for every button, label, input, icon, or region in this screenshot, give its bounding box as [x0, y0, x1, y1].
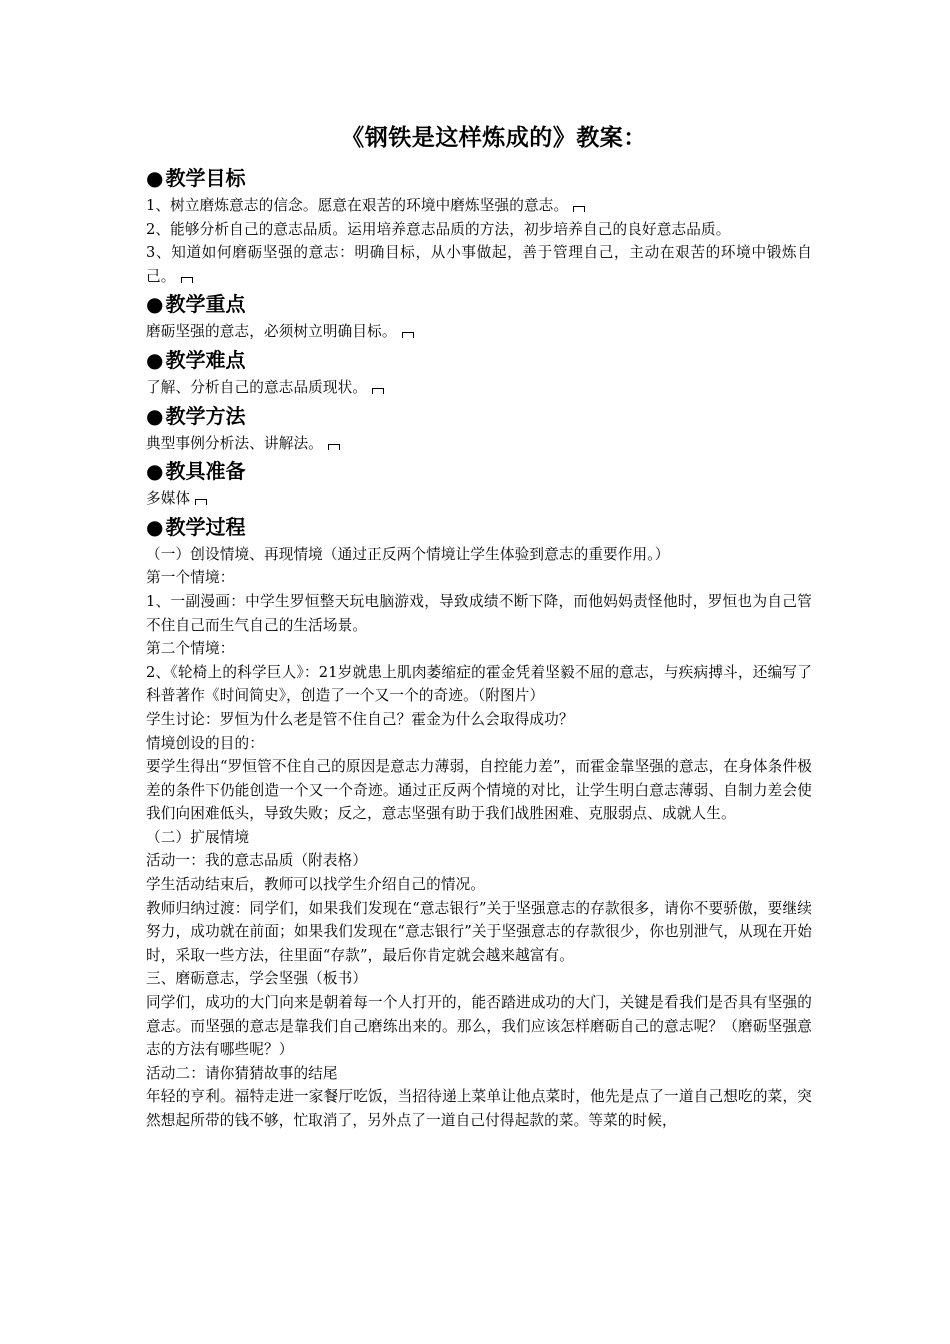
tools-text: 多媒体 — [146, 487, 812, 511]
heading-teaching-process — [146, 511, 812, 543]
heading-text: 教学过程 — [165, 514, 246, 539]
process-paragraph: （二）扩展情境 — [146, 828, 250, 846]
process-paragraph: 学生活动结束后，教师可以找学生介绍自己的情况。 — [146, 876, 486, 894]
heading-text: 教学难点 — [165, 347, 246, 372]
bullet-icon: ● — [146, 166, 164, 190]
paragraph-mark-icon — [402, 332, 414, 338]
document-page — [146, 118, 812, 1133]
goal-item-2: 2、能够分析自己的意志品质。运用培养意志品质的方法，初步培养自己的良好意志品质。 — [146, 220, 731, 238]
heading-text: 教学重点 — [165, 292, 246, 317]
bullet-icon: ● — [146, 459, 164, 484]
heading-text: 教学方法 — [165, 403, 246, 428]
process-paragraph: 情境创设的目的： — [146, 734, 264, 752]
process-paragraph: 同学们，成功的大门向来是朝着每一个人打开的，能否踏进成功的大门，关键是看我们是否具有坚强的意志。而坚强的意志是靠我们自己磨练出来的。那么，我们应该怎样磨砺自己的意志呢？（磨砺坚强意志的方法有哪些呢？） — [146, 994, 812, 1059]
heading-teaching-tools — [146, 455, 812, 487]
process-paragraph: 三、磨砺意志，学会坚强（板书） — [146, 970, 368, 988]
process-paragraph: 活动二：请你猜猜故事的结尾 — [146, 1064, 338, 1082]
heading-teaching-method — [146, 400, 812, 432]
process-paragraph: 年轻的亨利。福特走进一家餐厅吃饭，当招待递上菜单让他点菜时，他先是点了一道自己想吃的菜，突然想起所带的钱不够，忙取消了，另外点了一道自己付得起款的菜。等菜的时候， — [146, 1088, 812, 1129]
goal-item-1: 1、树立磨炼意志的信念。愿意在艰苦的环境中磨炼坚强的意志。 — [146, 194, 812, 218]
bullet-icon: ● — [146, 347, 164, 372]
method-text: 典型事例分析法、讲解法。 — [146, 432, 812, 456]
process-paragraph: 要学生得出“罗恒管不住自己的原因是意志力薄弱，自控能力差”，而霍金靠坚强的意志，在身体条件极差的条件下仍能创造一个又一个奇迹。通过正反两个情境的对比，让学生明白意志薄弱、自制力差会使我们向困难低头，导致失败；反之，意志坚强有助于我们战胜困难、克服弱点、成就人生。 — [146, 758, 812, 823]
paragraph-mark-icon — [195, 499, 207, 505]
goal-item-3: 3、知道如何磨砺坚强的意志：明确目标，从小事做起，善于管理自己，主动在艰苦的环境中锻炼自己。 — [146, 244, 812, 285]
process-paragraph: （一）创设情境、再现情境（通过正反两个情境让学生体验到意志的重要作用。） — [146, 545, 670, 563]
process-paragraph: 第一个情境： — [146, 569, 235, 587]
heading-teaching-goals — [146, 162, 812, 194]
bullet-icon: ● — [146, 292, 164, 317]
process-paragraph: 2、《轮椅上的科学巨人》：21岁就患上肌肉萎缩症的霍金凭着坚毅不屈的意志，与疾病搏斗，还编写了科普著作《时间简史》，创造了一个又一个的奇迹。（附图片） — [146, 663, 812, 705]
bullet-icon: ● — [146, 514, 164, 539]
paragraph-mark-icon — [328, 444, 340, 450]
bullet-icon: ● — [146, 403, 164, 428]
heading-teaching-difficulty — [146, 344, 812, 376]
paragraph-mark-icon — [573, 206, 585, 212]
heading-text: 教学目标 — [165, 166, 246, 190]
difficulty-text: 了解、分析自己的意志品质现状。 — [146, 376, 812, 400]
paragraph-mark-icon — [372, 388, 384, 394]
process-paragraph: 第二个情境： — [146, 640, 235, 658]
heading-text: 教具准备 — [165, 459, 246, 484]
process-paragraph: 1、一副漫画：中学生罗恒整天玩电脑游戏，导致成绩不断下降，而他妈妈责怪他时，罗恒也为自己管不住自己而生气自己的生活场景。 — [146, 592, 812, 634]
document-title: 《钢铁是这样炼成的》教案： — [341, 125, 647, 151]
process-paragraph: 学生讨论：罗恒为什么老是管不住自己？霍金为什么会取得成功？ — [146, 710, 574, 728]
process-paragraph: 活动一：我的意志品质（附表格） — [146, 852, 368, 870]
heading-teaching-key — [146, 288, 812, 320]
key-point-text: 磨砺坚强的意志，必须树立明确目标。 — [146, 320, 812, 344]
process-paragraph: 教师归纳过渡：同学们，如果我们发现在“意志银行”关于坚强意志的存款很多，请你不要骄傲，要继续努力，成功就在前面；如果我们发现在“意志银行”关于坚强意志的存款很少，你也别泄气，从现在开始时，采取一些方法，往里面“存款”，最后你肯定就会越来越富有。 — [146, 899, 812, 964]
paragraph-mark-icon — [181, 277, 193, 283]
